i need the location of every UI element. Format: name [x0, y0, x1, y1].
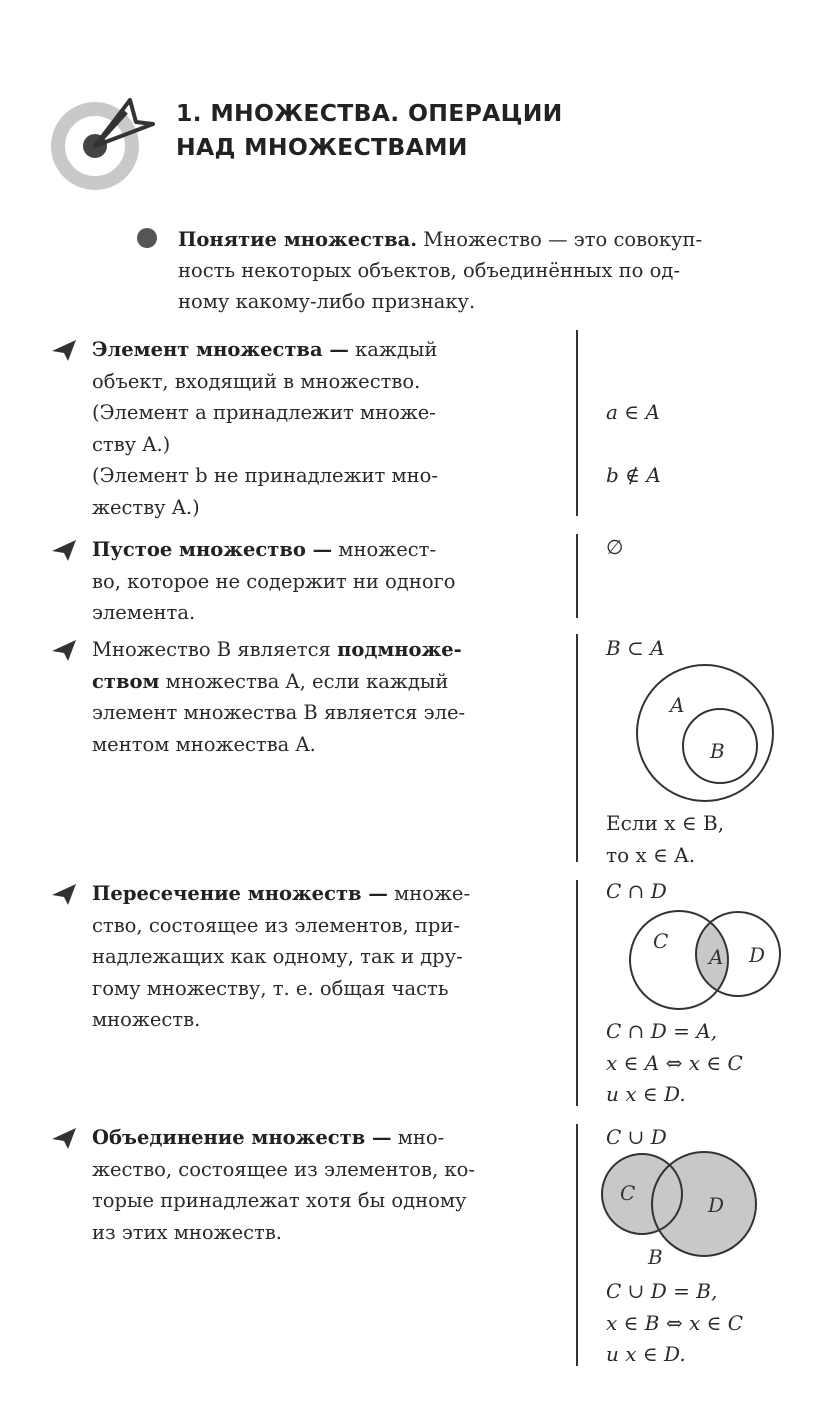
venn-label-a: A: [670, 693, 685, 717]
subset-condition-line: Если x ∈ B,: [606, 811, 725, 835]
empty-text: множест-: [332, 538, 437, 561]
subset-condition-line: то x ∈ A.: [606, 842, 696, 867]
intro-text-3: ному какому-либо признаку.: [178, 290, 476, 313]
intro-text-2: ность некоторых объектов, объединённых по од-: [178, 259, 680, 282]
section-title: [176, 96, 563, 164]
intersection-formula-line: x ∈ A ⇔ x ∈ C: [606, 1050, 743, 1075]
divider: [576, 1124, 578, 1366]
union-text: торые принадлежат хотя бы одному: [92, 1189, 467, 1212]
subset-condition: [606, 808, 724, 871]
intersection-notation: C ∩ D: [606, 879, 667, 903]
union-formula-line: C ∪ D = B,: [606, 1279, 718, 1303]
intersection-formula-line: и x ∈ D.: [606, 1082, 686, 1106]
intersection-text: ство, состоящее из элементов, при-: [92, 913, 460, 937]
union-definition: [92, 1122, 554, 1248]
venn-label-c: C: [620, 1181, 636, 1205]
paper-plane-icon: [50, 882, 78, 906]
union-formula: [606, 1276, 743, 1371]
element-text: объект, входящий в множество.: [92, 369, 421, 393]
empty-text: во, которое не содержит ни одного: [92, 569, 456, 593]
paper-plane-icon: [50, 338, 78, 362]
subset-text: элемент множества B является эле-: [92, 701, 466, 724]
empty-text: элемента.: [92, 601, 196, 624]
intro-paragraph: [178, 224, 790, 317]
element-text: ству A.): [92, 432, 171, 456]
intersection-formula-line: C ∩ D = A,: [606, 1019, 718, 1043]
intersection-term: Пересечение множеств —: [92, 882, 388, 905]
subset-term: подмноже-: [337, 638, 462, 661]
element-text: (Элемент b не принадлежит мно-: [92, 464, 439, 487]
notation-in: a ∈ A: [606, 400, 660, 424]
venn-label-a: A: [709, 945, 724, 969]
divider: [576, 330, 578, 516]
subset-text: Множество B является: [92, 638, 338, 661]
subset-venn-diagram: [630, 660, 780, 806]
subset-term-2: ством: [92, 669, 160, 693]
intersection-text: гому множеству, т. е. общая часть: [92, 976, 449, 1000]
empty-set-symbol: ∅: [606, 535, 624, 559]
element-text: каждый: [348, 338, 438, 361]
element-term: Элемент множества —: [92, 338, 349, 361]
element-text: (Элемент a принадлежит множе-: [92, 401, 436, 424]
paper-plane-icon: [50, 1126, 78, 1150]
subset-text: множества A, если каждый: [159, 669, 449, 693]
intersection-text: множе-: [387, 882, 471, 905]
venn-label-b: B: [648, 1245, 663, 1269]
empty-set-definition: [92, 534, 554, 629]
venn-label-d: D: [749, 943, 766, 967]
intersection-venn-diagram: [625, 908, 785, 1012]
section-title-line1: 1. МНОЖЕСТВА. ОПЕРАЦИИ: [176, 99, 563, 127]
union-text: из этих множеств.: [92, 1220, 283, 1244]
element-text: жеству A.): [92, 495, 200, 519]
empty-term: Пустое множество —: [92, 538, 333, 561]
union-text: жество, состоящее из элементов, ко-: [92, 1157, 475, 1181]
intro-text-1: Множество — это совокуп-: [417, 228, 703, 251]
union-formula-line: и x ∈ D.: [606, 1342, 686, 1366]
subset-definition: [92, 634, 554, 760]
paper-plane-icon: [50, 638, 78, 662]
subset-notation: B ⊂ A: [606, 636, 665, 660]
intersection-formula: [606, 1016, 743, 1111]
union-formula-line: x ∈ B ⇔ x ∈ C: [606, 1310, 744, 1335]
venn-label-c: C: [653, 929, 669, 953]
element-definition: [92, 334, 554, 523]
notation-notin: b ∉ A: [606, 463, 661, 487]
divider: [576, 634, 578, 862]
intro-term: Понятие множества.: [178, 228, 418, 251]
paper-plane-icon: [50, 538, 78, 562]
venn-label-d: D: [708, 1193, 725, 1217]
venn-label-b: B: [710, 739, 725, 763]
section-title-line2: НАД МНОЖЕСТВАМИ: [176, 133, 468, 161]
intersection-definition: [92, 878, 554, 1036]
bullet-dot: [137, 228, 157, 248]
union-venn-diagram: [600, 1148, 760, 1270]
target-arrow-icon: [50, 90, 160, 194]
intersection-text: надлежащих как одному, так и дру-: [92, 945, 463, 968]
union-term: Объединение множеств —: [92, 1126, 392, 1149]
divider: [576, 534, 578, 618]
union-text: мно-: [391, 1126, 445, 1149]
union-notation: C ∪ D: [606, 1125, 667, 1149]
divider: [576, 880, 578, 1106]
subset-text: ментом множества A.: [92, 732, 316, 756]
intersection-text: множеств.: [92, 1008, 201, 1031]
